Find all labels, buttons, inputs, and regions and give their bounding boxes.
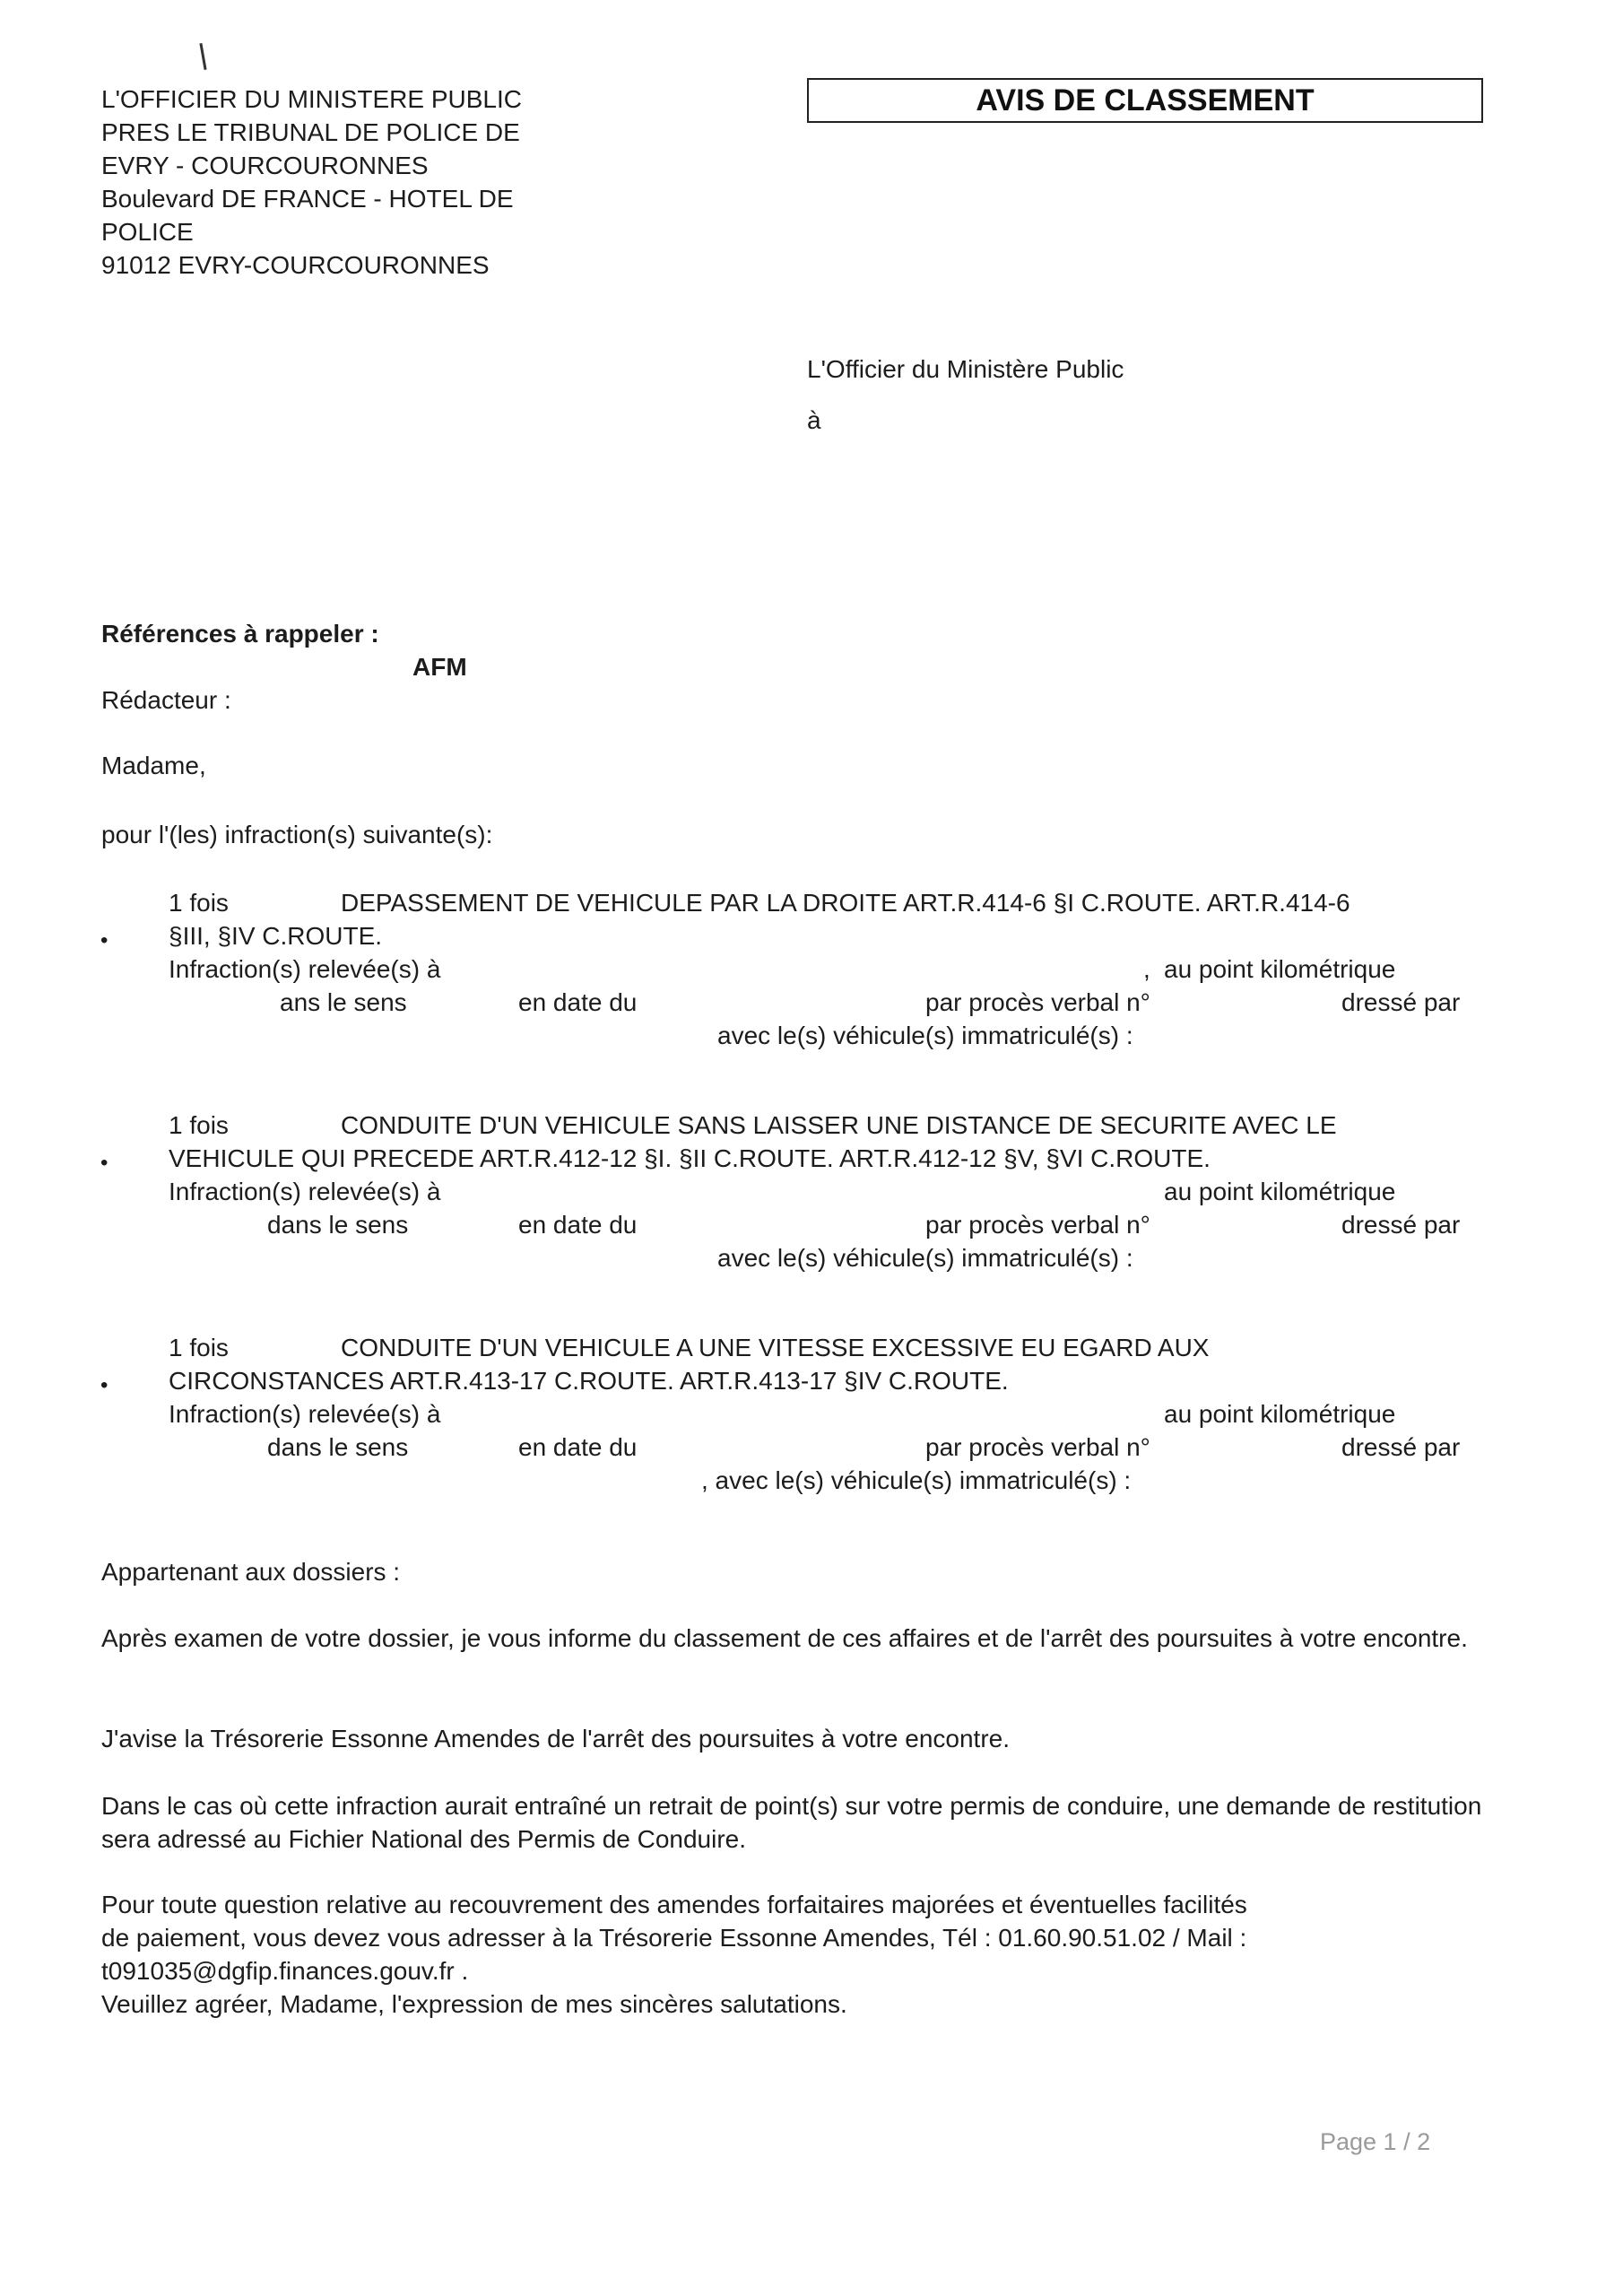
page-number: Page 1 / 2 [1320,2128,1431,2155]
infraction-author-label: dressé par [1341,1211,1461,1239]
infraction-author-label: dressé par [1341,1433,1461,1461]
infraction-direction-label: dans le sens [267,1433,409,1461]
body-paragraph: Après examen de votre dossier, je vous informe du classement de ces affaires et de l'arrêt des poursuites à votre encontre. [101,1624,1468,1652]
sender-line: PRES LE TRIBUNAL DE POLICE DE [101,118,520,146]
infraction-date-label: en date du [518,1211,638,1239]
body-paragraph: Dans le cas où cette infraction aurait entraîné un retrait de point(s) sur votre permis de conduire, une demande de restitution sera adressé au Fichier National des Permis de Conduire. [101,1792,1482,1853]
recipient-line: L'Officier du Ministère Public [807,355,1124,383]
infraction-description: VEHICULE QUI PRECEDE ART.R.412-12 §I. §II C.ROUTE. ART.R.412-12 §V, §VI C.ROUTE. [169,1144,1211,1172]
infraction-comma: , [1143,955,1150,983]
body-paragraph: J'avise la Trésorerie Essonne Amendes de l'arrêt des poursuites à votre encontre. [101,1725,1011,1752]
infraction-direction-label: dans le sens [267,1211,409,1239]
infraction-direction-label: ans le sens [280,988,407,1016]
infraction-location-label: Infraction(s) relevée(s) à [169,1178,441,1205]
redacteur-label: Rédacteur : [101,686,231,714]
salutation: Madame, [101,752,206,779]
infraction-vehicle-label: avec le(s) véhicule(s) immatriculé(s) : [717,1022,1133,1049]
document-title: AVIS DE CLASSEMENT [807,78,1483,123]
infraction-description: CONDUITE D'UN VEHICULE A UNE VITESSE EXCESSIVE EU EGARD AUX [341,1334,1210,1361]
infraction-description: CIRCONSTANCES ART.R.413-17 C.ROUTE. ART.R.413-17 §IV C.ROUTE. [169,1367,1009,1395]
sender-address [101,83,522,282]
bullet-icon: • [100,1151,108,1175]
infractions-intro: pour l'(les) infraction(s) suivante(s): [101,821,493,848]
sender-line: Boulevard DE FRANCE - HOTEL DE [101,185,514,213]
infraction-description: DEPASSEMENT DE VEHICULE PAR LA DROITE ART.R.414-6 §I C.ROUTE. ART.R.414-6 [341,889,1350,917]
infraction-description: §III, §IV C.ROUTE. [169,922,383,950]
references-label: Références à rappeler : [101,620,379,648]
contact-email: t091035@dgfip.finances.gouv.fr . [101,1957,469,1985]
infraction-vehicle-label: avec le(s) véhicule(s) immatriculé(s) : [717,1244,1133,1272]
infraction-count: 1 fois [169,1111,229,1139]
infraction-count: 1 fois [169,889,229,917]
sender-line: 91012 EVRY-COURCOURONNES [101,251,490,279]
sender-line: EVRY - COURCOURONNES [101,152,429,179]
infraction-pv-label: par procès verbal n° [925,1433,1150,1461]
bullet-icon: • [100,928,108,952]
closing-formula: Veuillez agréer, Madame, l'expression de mes sincères salutations. [101,1990,847,2018]
infraction-location-label: Infraction(s) relevée(s) à [169,1400,441,1428]
infraction-date-label: en date du [518,1433,638,1461]
contact-line: de paiement, vous devez vous adresser à la Trésorerie Essonne Amendes, Tél : 01.60.90.51.02 / Mail : [101,1924,1247,1952]
sender-line: L'OFFICIER DU MINISTERE PUBLIC [101,85,522,113]
recipient-line: à [807,406,821,434]
infraction-pv-label: par procès verbal n° [925,988,1150,1016]
dossiers-label: Appartenant aux dossiers : [101,1558,401,1586]
infraction-pv-label: par procès verbal n° [925,1211,1150,1239]
scan-mark [199,43,206,70]
reference-code: AFM [412,653,467,681]
sender-line: POLICE [101,218,194,246]
infraction-location-label: Infraction(s) relevée(s) à [169,955,441,983]
infraction-description: CONDUITE D'UN VEHICULE SANS LAISSER UNE DISTANCE DE SECURITE AVEC LE [341,1111,1337,1139]
contact-line: Pour toute question relative au recouvrement des amendes forfaitaires majorées et éventuelles facilités [101,1891,1247,1918]
bullet-icon: • [100,1373,108,1397]
infraction-count: 1 fois [169,1334,229,1361]
infraction-km-label: au point kilométrique [1164,1400,1396,1428]
infraction-km-label: au point kilométrique [1164,955,1396,983]
infraction-vehicle-label: , avec le(s) véhicule(s) immatriculé(s) : [701,1466,1132,1494]
infraction-author-label: dressé par [1341,988,1461,1016]
infraction-date-label: en date du [518,988,638,1016]
infraction-km-label: au point kilométrique [1164,1178,1396,1205]
